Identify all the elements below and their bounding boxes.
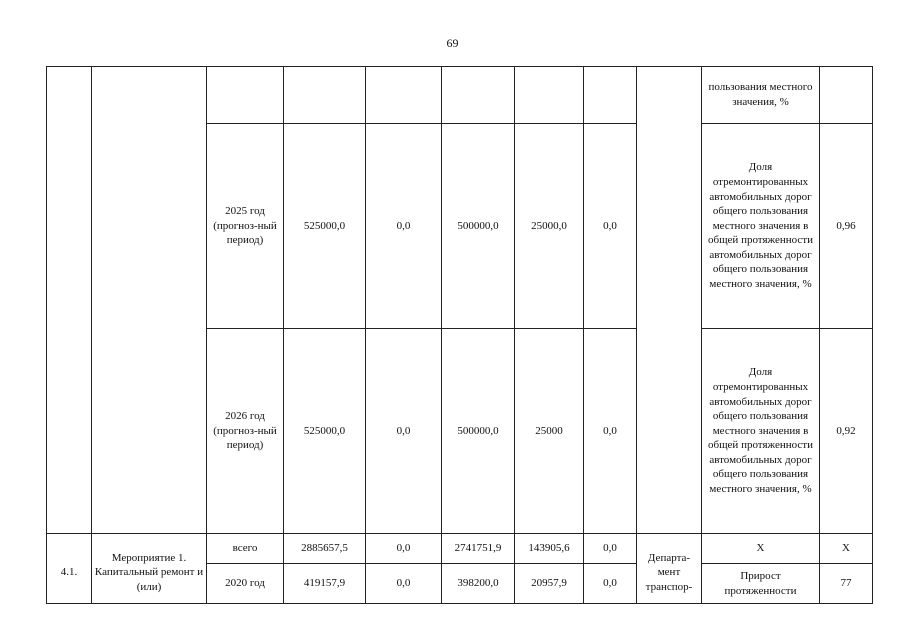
indicator-cell: Прирост протяженности <box>702 564 820 604</box>
table-row <box>47 67 873 124</box>
regional-cell: 398200,0 <box>442 564 515 604</box>
value-cell: 0,92 <box>820 329 873 534</box>
regional-cell: 500000,0 <box>442 329 515 534</box>
measure-number-cell: 4.1. <box>47 534 92 604</box>
empty-cell <box>207 67 284 124</box>
indicator-cell: пользования местного значения, % <box>702 67 820 124</box>
federal-cell: 0,0 <box>366 124 442 329</box>
budget-table <box>46 66 873 604</box>
executor-cell: Департа-мент транспор- <box>637 534 702 604</box>
total-cell: 525000,0 <box>284 329 366 534</box>
local-cell: 20957,9 <box>515 564 584 604</box>
local-cell: 25000 <box>515 329 584 534</box>
year-cell: 2026 год (прогноз-ный период) <box>207 329 284 534</box>
indicator-cell: Х <box>702 534 820 564</box>
total-cell: 525000,0 <box>284 124 366 329</box>
empty-cell <box>584 67 637 124</box>
regional-cell: 2741751,9 <box>442 534 515 564</box>
federal-cell: 0,0 <box>366 329 442 534</box>
indicator-cell: Доля отремонтированных автомобильных дорог общего пользования местного значения в общей протяженности автомобильных дорог общего пользования местного значения, % <box>702 124 820 329</box>
other-cell: 0,0 <box>584 534 637 564</box>
value-cell: 0,96 <box>820 124 873 329</box>
year-cell: 2020 год <box>207 564 284 604</box>
empty-cell <box>442 67 515 124</box>
measure-name-cell: Мероприятие 1. Капитальный ремонт и (или) <box>92 534 207 604</box>
total-cell: 419157,9 <box>284 564 366 604</box>
table-row <box>47 534 873 564</box>
total-cell: 2885657,5 <box>284 534 366 564</box>
local-cell: 25000,0 <box>515 124 584 329</box>
other-cell: 0,0 <box>584 329 637 534</box>
year-cell: 2025 год (прогноз-ный период) <box>207 124 284 329</box>
other-cell: 0,0 <box>584 564 637 604</box>
empty-cell <box>366 67 442 124</box>
other-cell: 0,0 <box>584 124 637 329</box>
federal-cell: 0,0 <box>366 534 442 564</box>
empty-cell <box>47 67 92 534</box>
empty-cell <box>284 67 366 124</box>
federal-cell: 0,0 <box>366 564 442 604</box>
empty-cell <box>637 67 702 534</box>
local-cell: 143905,6 <box>515 534 584 564</box>
page-number: 69 <box>446 36 459 50</box>
empty-cell <box>92 67 207 534</box>
empty-cell <box>820 67 873 124</box>
value-cell: Х <box>820 534 873 564</box>
regional-cell: 500000,0 <box>442 124 515 329</box>
value-cell: 77 <box>820 564 873 604</box>
year-cell: всего <box>207 534 284 564</box>
indicator-cell: Доля отремонтированных автомобильных дорог общего пользования местного значения в общей протяженности автомобильных дорог общего пользования местного значения, % <box>702 329 820 534</box>
empty-cell <box>515 67 584 124</box>
